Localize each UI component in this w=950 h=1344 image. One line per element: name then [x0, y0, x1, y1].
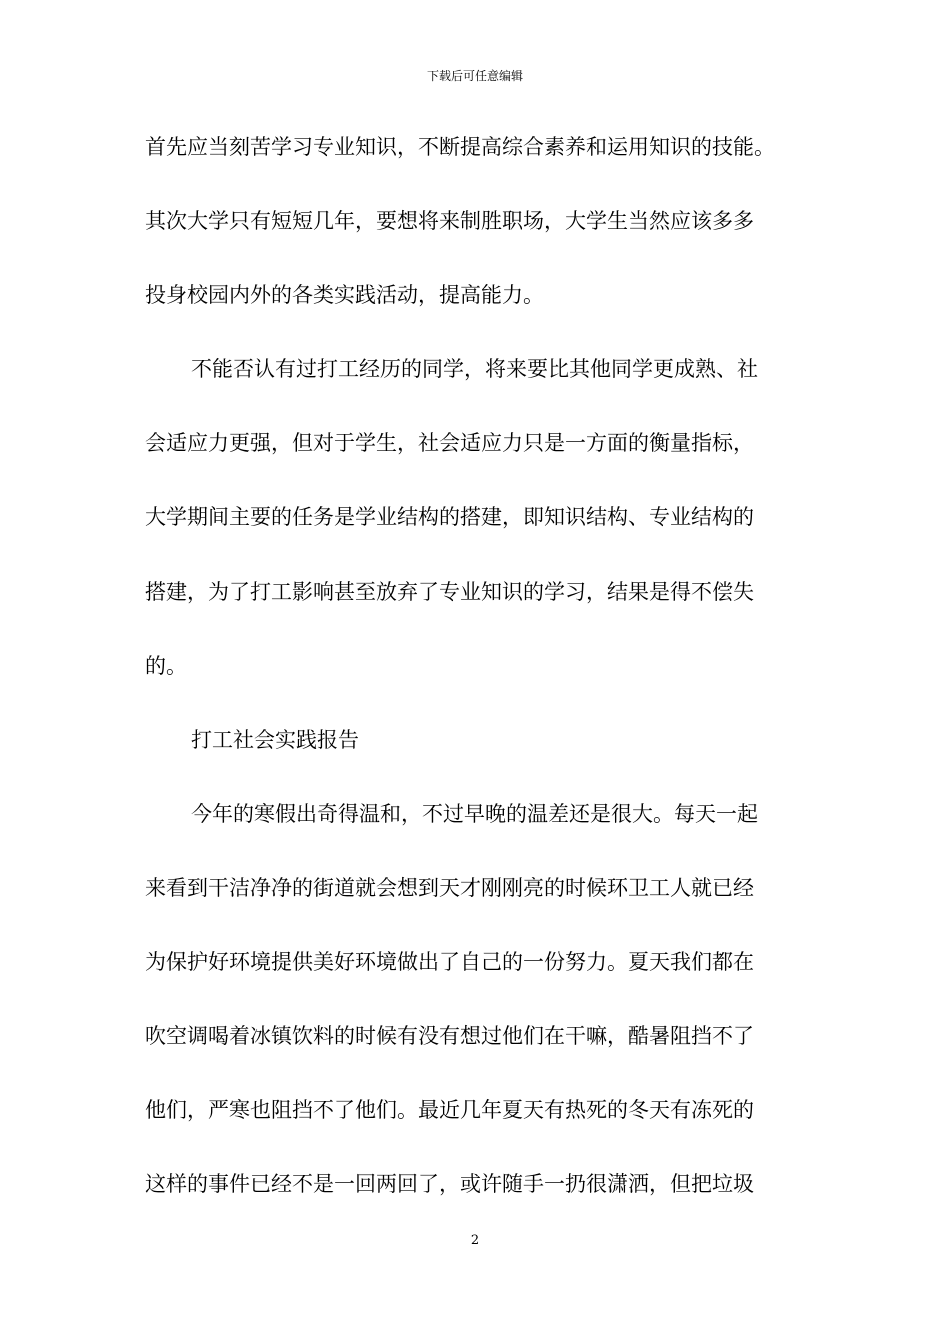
paragraph-start-line: 不能否认有过打工经历的同学，将来要比其他同学更成熟、社: [191, 357, 758, 382]
text-line: 他们，严寒也阻挡不了他们。最近几年夏天有热死的冬天有冻死的: [145, 1098, 754, 1123]
section-heading: 打工社会实践报告: [191, 727, 359, 752]
text-line: 搭建，为了打工影响甚至放弃了专业知识的学习，结果是得不偿失: [145, 579, 754, 604]
text-line: 的。: [145, 653, 187, 678]
text-line: 为保护好环境提供美好环境做出了自己的一份努力。夏天我们都在: [145, 950, 754, 975]
text-line: 会适应力更强，但对于学生，社会适应力只是一方面的衡量指标，: [145, 431, 754, 456]
paragraph-start-line: 今年的寒假出奇得温和，不过早晚的温差还是很大。每天一起: [191, 801, 758, 826]
page-number: 2: [470, 1233, 480, 1248]
text-line: 首先应当刻苦学习专业知识，不断提高综合素养和运用知识的技能。: [145, 135, 775, 159]
document-body: [145, 124, 825, 1235]
text-line: 来看到干洁净净的街道就会想到天才刚刚亮的时候环卫工人就已经: [145, 875, 754, 900]
text-line: 其次大学只有短短几年，要想将来制胜职场，大学生当然应该多多: [145, 209, 754, 234]
text-line: 这样的事件已经不是一回两回了，或许随手一扔很潇洒，但把垃圾: [145, 1172, 754, 1197]
page-header-note: 下载后可任意编辑: [426, 69, 523, 83]
text-line: 投身校园内外的各类实践活动，提高能力。: [145, 283, 544, 308]
text-line: 吹空调喝着冰镇饮料的时候有没有想过他们在干嘛，酷暑阻挡不了: [145, 1024, 754, 1049]
text-line: 大学期间主要的任务是学业结构的搭建，即知识结构、专业结构的: [145, 505, 754, 530]
